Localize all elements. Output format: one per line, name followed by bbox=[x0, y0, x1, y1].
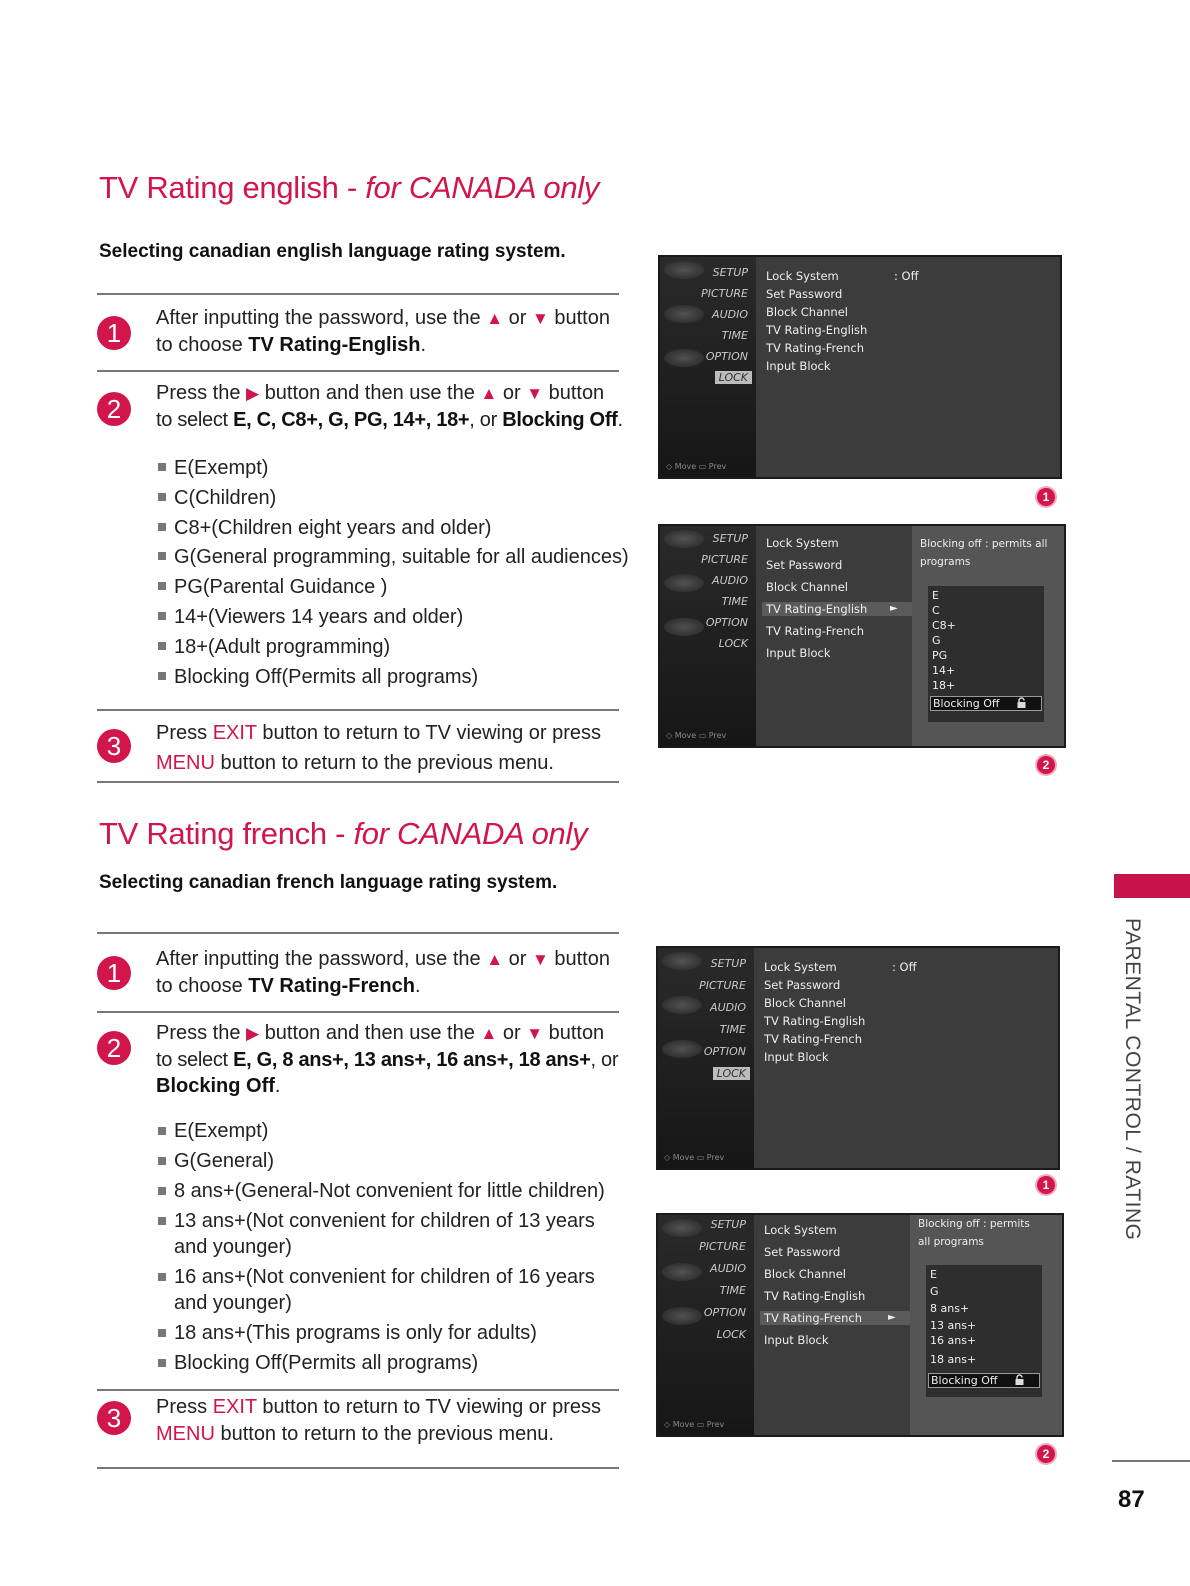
osd-menu-setup: SETUP bbox=[712, 532, 748, 545]
osd-item-tv-rating-french: TV Rating-French bbox=[760, 1311, 910, 1325]
option-item: C8+ bbox=[932, 619, 956, 632]
step-number-2: 2 bbox=[97, 392, 131, 426]
osd-item-set-password: Set Password bbox=[766, 558, 843, 572]
osd-item-block-channel: Block Channel bbox=[766, 305, 848, 319]
step-3-text-english: Press EXIT button to return to TV viewing or press MENU button to return to the previous menu. bbox=[156, 722, 602, 774]
osd-side-menu bbox=[660, 257, 756, 477]
osd-item-block-channel: Block Channel bbox=[764, 1267, 846, 1281]
page-number: 87 bbox=[1118, 1486, 1145, 1513]
osd-item-block-channel: Block Channel bbox=[766, 580, 848, 594]
step-number-1: 1 bbox=[97, 956, 131, 990]
divider bbox=[97, 1011, 619, 1013]
osd-menu-picture: PICTURE bbox=[701, 553, 748, 566]
section-subtitle-french: Selecting canadian french language rating system. bbox=[99, 872, 558, 893]
step-3-text-french: Press EXIT button to return to TV viewing or press MENU button to return to the previous menu. bbox=[156, 1396, 602, 1445]
osd-menu-picture: PICTURE bbox=[699, 1240, 746, 1253]
osd-menu-audio: AUDIO bbox=[712, 308, 748, 321]
osd-item-lock-system: Lock System bbox=[764, 960, 837, 974]
osd-menu-option: OPTION bbox=[705, 616, 748, 629]
option-item: G bbox=[930, 1285, 939, 1298]
osd-item-tv-rating-french: TV Rating-French bbox=[766, 624, 865, 638]
osd-item-input-block: Input Block bbox=[766, 359, 831, 373]
divider bbox=[97, 370, 619, 372]
osd-menu-picture: PICTURE bbox=[699, 979, 746, 992]
osd-item-tv-rating-english: TV Rating-English bbox=[764, 1014, 866, 1028]
divider bbox=[1112, 1460, 1190, 1462]
option-item: 8 ans+ bbox=[930, 1302, 970, 1315]
osd-submenu-panel bbox=[912, 526, 1064, 746]
option-item: 13 ans+ bbox=[930, 1319, 977, 1332]
step-1-text-french: After inputting the password, use the ▲ or ▼ button to choose TV Rating-French. bbox=[156, 948, 610, 997]
rating-list-french bbox=[156, 1118, 616, 1376]
list-item: 8 ans+(General-Not convenient for little children) bbox=[156, 1178, 616, 1204]
tv-osd-screen bbox=[656, 1213, 1064, 1437]
submenu-arrow-icon: ► bbox=[890, 603, 898, 614]
osd-menu-lock: LOCK bbox=[715, 371, 752, 384]
option-item-selected: Blocking Off bbox=[930, 696, 1042, 711]
osd-item-set-password: Set Password bbox=[764, 978, 841, 992]
osd-item-tv-rating-english: TV Rating-English bbox=[762, 602, 912, 616]
osd-item-lock-system: Lock System bbox=[766, 536, 839, 550]
list-item: G(General) bbox=[156, 1148, 616, 1174]
list-item: E(Exempt) bbox=[156, 454, 629, 484]
chapter-tab bbox=[1114, 874, 1190, 898]
tv-osd-screen bbox=[658, 524, 1066, 748]
list-item: C(Children) bbox=[156, 484, 629, 514]
osd-footer: ◇ Move ▭ Prev bbox=[666, 731, 727, 740]
osd-menu-setup: SETUP bbox=[712, 266, 748, 279]
osd-menu-option: OPTION bbox=[705, 350, 748, 363]
screen-marker-1: 1 bbox=[1037, 1176, 1055, 1194]
osd-item-tv-rating-english: TV Rating-English bbox=[766, 323, 868, 337]
osd-item-tv-rating-english: TV Rating-English bbox=[764, 1289, 866, 1303]
list-item: Blocking Off(Permits all programs) bbox=[156, 663, 629, 693]
step-number-1: 1 bbox=[97, 316, 131, 350]
osd-footer: ◇ Move ▭ Prev bbox=[664, 1420, 725, 1429]
list-item: 16 ans+(Not convenient for children of 16 years and younger) bbox=[156, 1264, 616, 1316]
screen-marker-1: 1 bbox=[1037, 488, 1055, 506]
osd-menu-audio: AUDIO bbox=[710, 1262, 746, 1275]
option-item: 16 ans+ bbox=[930, 1334, 977, 1347]
section-subtitle-english: Selecting canadian english language rating system. bbox=[99, 241, 566, 262]
divider bbox=[97, 709, 619, 711]
divider bbox=[97, 932, 619, 934]
option-item: E bbox=[932, 589, 939, 602]
padlock-icon bbox=[1015, 1374, 1024, 1385]
osd-menu-audio: AUDIO bbox=[710, 1001, 746, 1014]
osd-side-menu bbox=[660, 526, 756, 746]
step-1-text-english: After inputting the password, use the ▲ or ▼ button to choose TV Rating-English. bbox=[156, 307, 610, 356]
option-item: 18+ bbox=[932, 679, 956, 692]
osd-menu-time: TIME bbox=[719, 1284, 746, 1297]
option-item: PG bbox=[932, 649, 948, 662]
list-item: C8+(Children eight years and older) bbox=[156, 514, 629, 544]
osd-item-input-block: Input Block bbox=[764, 1050, 829, 1064]
divider bbox=[97, 781, 619, 783]
tv-osd-screen bbox=[656, 946, 1060, 1170]
section-title-french: TV Rating french - for CANADA only bbox=[99, 816, 588, 851]
osd-help-text: Blocking off : permits all programs bbox=[918, 1218, 1030, 1248]
osd-menu-picture: PICTURE bbox=[701, 287, 748, 300]
osd-side-menu bbox=[658, 1215, 754, 1435]
option-item: G bbox=[932, 634, 941, 647]
osd-menu-option: OPTION bbox=[703, 1306, 746, 1319]
osd-menu-time: TIME bbox=[721, 595, 748, 608]
list-item: 13 ans+(Not convenient for children of 13 years and younger) bbox=[156, 1208, 616, 1260]
option-item: C bbox=[932, 604, 940, 617]
option-item: E bbox=[930, 1268, 937, 1281]
divider bbox=[97, 1467, 619, 1469]
divider bbox=[97, 293, 619, 295]
submenu-arrow-icon: ► bbox=[888, 1312, 896, 1323]
osd-side-menu bbox=[658, 948, 754, 1168]
osd-menu-option: OPTION bbox=[703, 1045, 746, 1058]
osd-help-text: Blocking off : permits all programs bbox=[920, 538, 1048, 568]
list-item: E(Exempt) bbox=[156, 1118, 616, 1144]
osd-item-set-password: Set Password bbox=[764, 1245, 841, 1259]
list-item: Blocking Off(Permits all programs) bbox=[156, 1350, 616, 1376]
osd-menu-lock: LOCK bbox=[716, 1328, 746, 1341]
osd-item-lock-system: Lock System bbox=[766, 269, 839, 283]
osd-item-tv-rating-french: TV Rating-French bbox=[766, 341, 865, 355]
step-number-2: 2 bbox=[97, 1031, 131, 1065]
tv-osd-screen bbox=[658, 255, 1062, 479]
osd-item-lock-system: Lock System bbox=[764, 1223, 837, 1237]
divider bbox=[97, 1389, 619, 1391]
osd-menu-lock: LOCK bbox=[713, 1067, 750, 1080]
osd-submenu-panel bbox=[910, 1215, 1062, 1435]
list-item: 18+(Adult programming) bbox=[156, 633, 629, 663]
screen-marker-2: 2 bbox=[1037, 756, 1055, 774]
osd-menu-lock: LOCK bbox=[718, 637, 748, 650]
osd-footer: ◇ Move ▭ Prev bbox=[664, 1153, 725, 1162]
list-item: 18 ans+(This programs is only for adults) bbox=[156, 1320, 616, 1346]
osd-rating-options bbox=[928, 586, 1044, 722]
list-item: 14+(Viewers 14 years and older) bbox=[156, 603, 629, 633]
osd-item-block-channel: Block Channel bbox=[764, 996, 846, 1010]
list-item: PG(Parental Guidance ) bbox=[156, 573, 629, 603]
osd-menu-audio: AUDIO bbox=[712, 574, 748, 587]
screen-marker-2: 2 bbox=[1037, 1445, 1055, 1463]
step-number-3: 3 bbox=[97, 729, 131, 763]
osd-item-input-block: Input Block bbox=[764, 1333, 829, 1347]
osd-lock-system-value: : Off bbox=[892, 960, 917, 974]
list-item: G(General programming, suitable for all audiences) bbox=[156, 543, 629, 573]
osd-menu-setup: SETUP bbox=[710, 957, 746, 970]
chapter-label: PARENTAL CONTROL / RATING bbox=[1121, 918, 1144, 1241]
section-title-english: TV Rating english - for CANADA only bbox=[99, 170, 600, 205]
rating-list-english bbox=[156, 454, 629, 692]
step-2-text-french: Press the ▶ button and then use the ▲ or ▼ button to select E, G, 8 ans+, 13 ans+, 16 ans+, 18 ans+, or Blocking Off. bbox=[156, 1022, 619, 1097]
osd-footer: ◇ Move ▭ Prev bbox=[666, 462, 727, 471]
step-number-3: 3 bbox=[97, 1401, 131, 1435]
option-item: 14+ bbox=[932, 664, 956, 677]
osd-menu-time: TIME bbox=[719, 1023, 746, 1036]
step-2-text-english: Press the ▶ button and then use the ▲ or ▼ button to select E, C, C8+, G, PG, 14+, 18+, or Blocking Off. bbox=[156, 382, 623, 431]
option-item-selected: Blocking Off bbox=[928, 1373, 1040, 1388]
osd-rating-options bbox=[926, 1265, 1042, 1397]
osd-menu-setup: SETUP bbox=[710, 1218, 746, 1231]
option-item: 18 ans+ bbox=[930, 1353, 977, 1366]
osd-item-input-block: Input Block bbox=[766, 646, 831, 660]
osd-menu-time: TIME bbox=[721, 329, 748, 342]
osd-item-set-password: Set Password bbox=[766, 287, 843, 301]
padlock-icon bbox=[1017, 697, 1026, 708]
osd-lock-system-value: : Off bbox=[894, 269, 919, 283]
osd-item-tv-rating-french: TV Rating-French bbox=[764, 1032, 863, 1046]
